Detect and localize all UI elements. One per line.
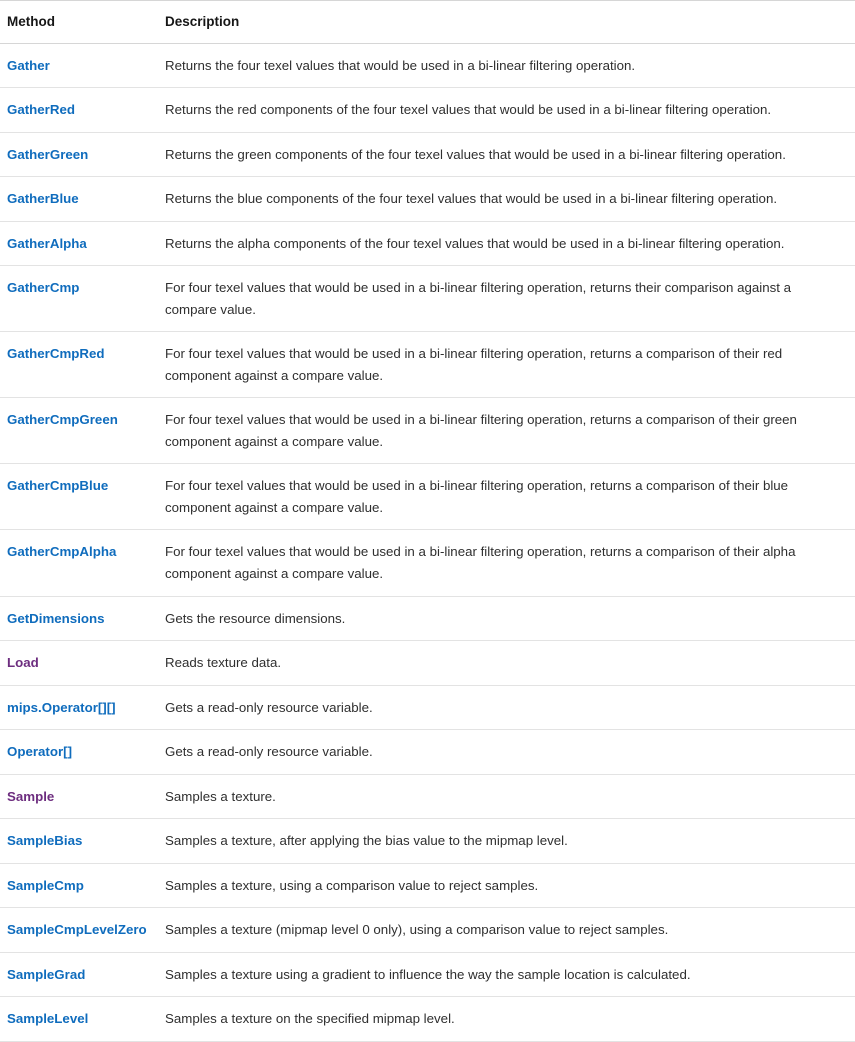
method-cell (0, 819, 161, 864)
method-link[interactable]: SampleBias (7, 833, 83, 849)
method-link[interactable]: SampleCmpLevelZero (7, 922, 147, 938)
description-cell: For four texel values that would be used in a bi-linear filtering operation, returns a comparison of their red component against a compare value. (161, 332, 855, 398)
method-link[interactable]: GatherBlue (7, 191, 79, 207)
table-row (0, 43, 855, 88)
method-link[interactable]: SampleLevel (7, 1011, 89, 1027)
method-link[interactable]: GatherCmpGreen (7, 412, 118, 428)
table-row (0, 952, 855, 997)
method-cell (0, 774, 161, 819)
method-cell (0, 908, 161, 953)
method-cell (0, 266, 161, 332)
table-row (0, 177, 855, 222)
column-header-description: Description (161, 1, 855, 44)
table-row (0, 332, 855, 398)
method-link[interactable]: SampleCmp (7, 877, 84, 893)
method-link[interactable]: GatherAlpha (7, 235, 87, 251)
method-link[interactable]: GatherCmpRed (7, 346, 105, 362)
table-row (0, 88, 855, 133)
description-cell: Returns the green components of the four texel values that would be used in a bi-linear filtering operation. (161, 132, 855, 177)
table-header (0, 1, 855, 44)
method-cell (0, 685, 161, 730)
method-cell (0, 863, 161, 908)
table-row (0, 908, 855, 953)
description-cell: Samples a texture (mipmap level 0 only), using a comparison value to reject samples. (161, 908, 855, 953)
method-link[interactable]: Load (7, 655, 39, 671)
method-link[interactable]: mips.Operator[][] (7, 699, 116, 715)
description-cell: Returns the four texel values that would be used in a bi-linear filtering operation. (161, 43, 855, 88)
method-link[interactable]: GatherGreen (7, 146, 89, 162)
method-cell (0, 132, 161, 177)
table-body (0, 43, 855, 1041)
table-header-row (0, 1, 855, 44)
method-link[interactable]: GatherCmpAlpha (7, 544, 117, 560)
table-row (0, 266, 855, 332)
table-row (0, 398, 855, 464)
description-cell: Reads texture data. (161, 641, 855, 686)
method-cell (0, 88, 161, 133)
method-link[interactable]: GetDimensions (7, 610, 105, 626)
method-cell (0, 221, 161, 266)
method-cell (0, 730, 161, 775)
method-cell (0, 464, 161, 530)
table-row (0, 530, 855, 596)
table-row (0, 863, 855, 908)
table-row (0, 685, 855, 730)
description-cell: Samples a texture, after applying the bias value to the mipmap level. (161, 819, 855, 864)
method-link[interactable]: GatherRed (7, 102, 75, 118)
method-link[interactable]: GatherCmp (7, 280, 80, 296)
description-cell: Gets a read-only resource variable. (161, 730, 855, 775)
description-cell: Gets the resource dimensions. (161, 596, 855, 641)
method-cell (0, 398, 161, 464)
method-link[interactable]: Sample (7, 788, 55, 804)
description-cell: For four texel values that would be used in a bi-linear filtering operation, returns their comparison against a compare value. (161, 266, 855, 332)
description-cell: Samples a texture on the specified mipmap level. (161, 997, 855, 1042)
table-row (0, 132, 855, 177)
method-link[interactable]: Gather (7, 57, 50, 73)
description-cell: Returns the blue components of the four texel values that would be used in a bi-linear filtering operation. (161, 177, 855, 222)
method-cell (0, 641, 161, 686)
table-row (0, 464, 855, 530)
table-row (0, 997, 855, 1042)
column-header-method: Method (0, 1, 161, 44)
description-cell: Returns the alpha components of the four texel values that would be used in a bi-linear filtering operation. (161, 221, 855, 266)
table-row (0, 641, 855, 686)
table-row (0, 596, 855, 641)
method-link[interactable]: SampleGrad (7, 966, 86, 982)
method-cell (0, 177, 161, 222)
table-row (0, 774, 855, 819)
description-cell: For four texel values that would be used in a bi-linear filtering operation, returns a comparison of their green component against a compare value. (161, 398, 855, 464)
method-cell (0, 530, 161, 596)
description-cell: Returns the red components of the four texel values that would be used in a bi-linear filtering operation. (161, 88, 855, 133)
description-cell: Samples a texture, using a comparison value to reject samples. (161, 863, 855, 908)
description-cell: Gets a read-only resource variable. (161, 685, 855, 730)
table-row (0, 819, 855, 864)
method-link[interactable]: GatherCmpBlue (7, 478, 109, 494)
description-cell: For four texel values that would be used in a bi-linear filtering operation, returns a comparison of their blue component against a compare value. (161, 464, 855, 530)
description-cell: Samples a texture. (161, 774, 855, 819)
method-cell (0, 997, 161, 1042)
table-row (0, 730, 855, 775)
method-cell (0, 596, 161, 641)
description-cell: For four texel values that would be used in a bi-linear filtering operation, returns a comparison of their alpha component against a compare value. (161, 530, 855, 596)
method-cell (0, 952, 161, 997)
table-row (0, 221, 855, 266)
method-link[interactable]: Operator[] (7, 744, 73, 760)
method-cell (0, 332, 161, 398)
description-cell: Samples a texture using a gradient to influence the way the sample location is calculated. (161, 952, 855, 997)
method-cell (0, 43, 161, 88)
